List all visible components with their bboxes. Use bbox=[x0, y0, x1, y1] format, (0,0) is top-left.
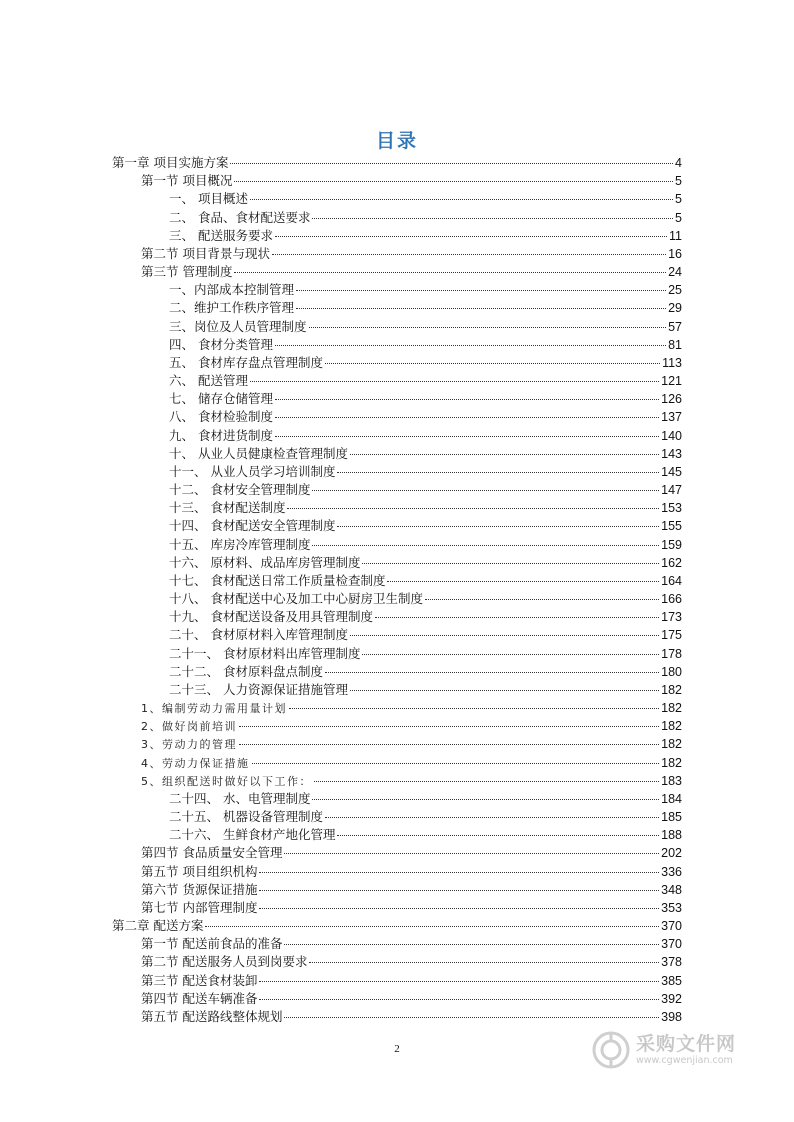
watermark-name: 采购文件网 bbox=[636, 1033, 737, 1055]
toc-dot-leader bbox=[289, 708, 659, 709]
toc-entry[interactable] bbox=[169, 554, 682, 572]
toc-dot-leader bbox=[325, 672, 659, 673]
toc-entry-page: 137 bbox=[661, 410, 682, 425]
toc-dot-leader bbox=[296, 308, 666, 309]
toc-entry[interactable] bbox=[169, 499, 682, 517]
toc-entry[interactable] bbox=[141, 899, 682, 917]
toc-entry[interactable] bbox=[141, 881, 682, 899]
toc-entry-label: 第五节 配送路线整体规划 bbox=[141, 1008, 283, 1024]
toc-dot-leader bbox=[250, 199, 673, 200]
toc-dot-leader bbox=[312, 545, 659, 546]
toc-dot-leader bbox=[275, 399, 659, 400]
toc-dot-leader bbox=[362, 654, 659, 655]
toc-dot-leader bbox=[337, 472, 659, 473]
toc-entry-page: 183 bbox=[661, 773, 682, 788]
toc-entry[interactable] bbox=[141, 953, 682, 971]
toc-entry-page: 4 bbox=[675, 156, 682, 170]
toc-dot-leader bbox=[375, 617, 659, 618]
toc-entry[interactable] bbox=[169, 608, 682, 626]
toc-entry-label: 三、岗位及人员管理制度 bbox=[169, 318, 307, 334]
toc-entry-label: 第三节 配送食材装卸 bbox=[141, 972, 258, 988]
toc-entry[interactable] bbox=[169, 299, 682, 317]
toc-entry-page: 162 bbox=[661, 555, 682, 570]
toc-dot-leader bbox=[275, 436, 659, 437]
toc-entry[interactable] bbox=[169, 390, 682, 408]
toc-entry-page: 184 bbox=[661, 791, 682, 806]
toc-entry[interactable] bbox=[169, 790, 682, 808]
toc-entry-page: 81 bbox=[668, 337, 682, 352]
toc-dot-leader bbox=[205, 926, 659, 927]
toc-entry-label: 第二节 配送服务人员到岗要求 bbox=[141, 954, 308, 970]
toc-entry-page: 143 bbox=[661, 446, 682, 461]
toc-entry-page: 5 bbox=[675, 192, 682, 207]
toc-entry-label: 第七节 内部管理制度 bbox=[141, 899, 258, 915]
toc-dot-leader bbox=[337, 835, 659, 836]
toc-entry-page: 188 bbox=[661, 828, 682, 843]
toc-entry-label: 二十六、 生鲜食材产地化管理 bbox=[169, 827, 336, 843]
toc-entry-page: 370 bbox=[661, 919, 682, 934]
toc-entry-page: 5 bbox=[675, 174, 682, 189]
toc-entry[interactable] bbox=[141, 699, 682, 717]
toc-entry-label: 十、 从业人员健康检查管理制度 bbox=[169, 445, 348, 461]
toc-entry-label: 三、 配送服务要求 bbox=[169, 227, 273, 243]
toc-entry-page: 175 bbox=[661, 628, 682, 643]
toc-entry-page: 348 bbox=[661, 882, 682, 897]
toc-entry-page: 145 bbox=[661, 464, 682, 479]
toc-dot-leader bbox=[275, 345, 666, 346]
toc-entry-label: 十一、 从业人员学习培训制度 bbox=[169, 463, 336, 479]
toc-entry-label: 八、 食材检验制度 bbox=[169, 409, 273, 425]
toc-entry-label: 4、劳动力保证措施 bbox=[141, 756, 250, 770]
toc-dot-leader bbox=[284, 944, 659, 945]
toc-dot-leader bbox=[284, 853, 659, 854]
toc-entry[interactable] bbox=[169, 190, 682, 208]
toc-dot-leader bbox=[234, 181, 673, 182]
toc-title: 目录 bbox=[375, 130, 418, 152]
toc-entry-label: 第一节 配送前食品的准备 bbox=[141, 936, 283, 952]
toc-entry-label: 5、组织配送时做好以下工作： bbox=[141, 774, 312, 788]
toc-dot-leader bbox=[362, 563, 659, 564]
toc-entry-page: 5 bbox=[675, 210, 682, 225]
toc-entry-page: 153 bbox=[661, 501, 682, 516]
toc-dot-leader bbox=[312, 218, 673, 219]
toc-entry[interactable] bbox=[141, 990, 682, 1008]
toc-entry-page: 164 bbox=[661, 573, 682, 588]
toc-entry[interactable] bbox=[169, 590, 682, 608]
toc-entry[interactable] bbox=[141, 245, 682, 263]
toc-entry-label: 十四、 食材配送安全管理制度 bbox=[169, 518, 336, 534]
toc-entry[interactable] bbox=[169, 372, 682, 390]
toc-dot-leader bbox=[234, 272, 666, 273]
toc-entry[interactable] bbox=[169, 463, 682, 481]
toc-dot-leader bbox=[350, 635, 659, 636]
toc-entry[interactable] bbox=[141, 772, 682, 790]
toc-dot-leader bbox=[387, 581, 659, 582]
toc-entry[interactable] bbox=[141, 863, 682, 881]
watermark bbox=[592, 1028, 772, 1072]
toc-entry-page: 182 bbox=[661, 682, 682, 697]
toc-dot-leader bbox=[284, 1017, 659, 1018]
toc-entry-page: 202 bbox=[661, 846, 682, 861]
toc-entry-label: 二十三、 人力资源保证措施管理 bbox=[169, 681, 348, 697]
toc-dot-leader bbox=[259, 872, 659, 873]
toc-entry-page: 182 bbox=[661, 719, 682, 734]
toc-entry-label: 二、 食品、食材配送要求 bbox=[169, 209, 311, 225]
toc-dot-leader bbox=[259, 890, 659, 891]
toc-entry-label: 第四节 食品质量安全管理 bbox=[141, 845, 283, 861]
toc-dot-leader bbox=[230, 163, 673, 164]
toc-dot-leader bbox=[309, 327, 667, 328]
toc-entry-label: 3、劳动力的管理 bbox=[141, 738, 237, 752]
toc-dot-leader bbox=[272, 254, 666, 255]
toc-entry[interactable] bbox=[141, 717, 682, 735]
toc-entry-label: 十八、 食材配送中心及加工中心厨房卫生制度 bbox=[169, 591, 423, 607]
toc-entry-page: 25 bbox=[668, 283, 682, 298]
toc-entry-page: 155 bbox=[661, 519, 682, 534]
toc-entry-label: 十七、 食材配送日常工作质量检查制度 bbox=[169, 572, 386, 588]
toc-entry[interactable] bbox=[169, 408, 682, 426]
toc-entry-label: 二十一、 食材原材料出库管理制度 bbox=[169, 645, 361, 661]
toc-entry-label: 第四节 配送车辆准备 bbox=[141, 990, 258, 1006]
toc-dot-leader bbox=[325, 363, 660, 364]
toc-dot-leader bbox=[350, 690, 659, 691]
toc-entry-page: 385 bbox=[661, 973, 682, 988]
toc-entry-page: 113 bbox=[662, 355, 682, 370]
toc-entry-label: 第一节 项目概况 bbox=[141, 173, 233, 189]
toc-dot-leader bbox=[309, 962, 659, 963]
toc-dot-leader bbox=[239, 744, 659, 745]
toc-entry-label: 第五节 项目组织机构 bbox=[141, 863, 258, 879]
toc-dot-leader bbox=[325, 817, 659, 818]
toc-entry[interactable] bbox=[141, 263, 682, 281]
watermark-logo-icon bbox=[592, 1031, 630, 1069]
toc-entry[interactable] bbox=[169, 209, 682, 227]
toc-entry[interactable] bbox=[169, 481, 682, 499]
toc-entry[interactable] bbox=[169, 354, 682, 372]
toc-entry-label: 二十二、 食材原料盘点制度 bbox=[169, 663, 323, 679]
toc-entry-label: 十二、 食材安全管理制度 bbox=[169, 482, 311, 498]
toc-entry-label: 十九、 食材配送设备及用具管理制度 bbox=[169, 609, 373, 625]
toc-dot-leader bbox=[250, 381, 659, 382]
toc-entry-page: 180 bbox=[661, 664, 682, 679]
toc-entry[interactable] bbox=[169, 572, 682, 590]
toc-dot-leader bbox=[259, 908, 659, 909]
toc-entry-page: 57 bbox=[668, 319, 682, 334]
toc-entry-page: 140 bbox=[661, 428, 682, 443]
toc-entry-label: 十五、 库房冷库管理制度 bbox=[169, 536, 311, 552]
toc-entry-page: 182 bbox=[661, 755, 682, 770]
toc-entry-label: 四、 食材分类管理 bbox=[169, 336, 273, 352]
toc-entry-page: 353 bbox=[661, 900, 682, 915]
toc-entry-page: 121 bbox=[661, 374, 682, 389]
toc-entry-page: 398 bbox=[661, 1009, 682, 1024]
toc-entry[interactable] bbox=[141, 972, 682, 990]
toc-entry-page: 185 bbox=[661, 810, 682, 825]
toc-dot-leader bbox=[259, 999, 659, 1000]
toc-entry-label: 七、 储存仓储管理 bbox=[169, 391, 273, 407]
toc-entry-page: 29 bbox=[668, 301, 682, 316]
toc-entry[interactable] bbox=[169, 536, 682, 554]
toc-dot-leader bbox=[350, 454, 659, 455]
toc-entry-page: 166 bbox=[661, 592, 682, 607]
toc-dot-leader bbox=[287, 508, 659, 509]
toc-entry[interactable] bbox=[141, 935, 682, 953]
toc-entry-page: 182 bbox=[661, 701, 682, 716]
toc-entry[interactable] bbox=[169, 318, 682, 336]
toc-entry-label: 五、 食材库存盘点管理制度 bbox=[169, 354, 323, 370]
toc-entry-label: 六、 配送管理 bbox=[169, 373, 248, 389]
toc-entry[interactable] bbox=[112, 917, 682, 935]
toc-entry[interactable] bbox=[169, 808, 682, 826]
toc-entry[interactable] bbox=[169, 427, 682, 445]
toc-entry-label: 二、维护工作秩序管理 bbox=[169, 300, 295, 316]
toc-entry[interactable] bbox=[141, 172, 682, 190]
toc-entry-label: 第三节 管理制度 bbox=[141, 264, 233, 280]
toc-entry[interactable] bbox=[169, 645, 682, 663]
toc-entry[interactable] bbox=[141, 1008, 682, 1026]
toc-dot-leader bbox=[275, 236, 667, 237]
toc-entry[interactable] bbox=[112, 154, 682, 172]
toc-entry[interactable] bbox=[169, 663, 682, 681]
toc-entry-page: 11 bbox=[669, 228, 682, 243]
toc-entry[interactable] bbox=[169, 227, 682, 245]
toc-dot-leader bbox=[425, 599, 659, 600]
toc-entry-label: 2、做好岗前培训 bbox=[141, 720, 237, 734]
toc-entry[interactable] bbox=[169, 681, 682, 699]
toc-entry-label: 二十四、 水、电管理制度 bbox=[169, 790, 311, 806]
toc-entry-page: 16 bbox=[668, 246, 682, 261]
toc-entry[interactable] bbox=[141, 735, 682, 753]
toc-dot-leader bbox=[314, 781, 659, 782]
toc-entry-label: 一、 项目概述 bbox=[169, 191, 248, 207]
toc-dot-leader bbox=[312, 799, 659, 800]
toc-entry-label: 一、内部成本控制管理 bbox=[169, 282, 295, 298]
toc-entry-label: 二十五、 机器设备管理制度 bbox=[169, 809, 323, 825]
toc-entry-page: 147 bbox=[661, 483, 682, 498]
watermark-url: www.cgwenjian.com bbox=[636, 1055, 733, 1066]
toc-entry-page: 336 bbox=[661, 864, 682, 879]
toc-entry-label: 第一章 项目实施方案 bbox=[112, 155, 229, 170]
toc-entry[interactable] bbox=[169, 281, 682, 299]
toc-entry[interactable] bbox=[169, 626, 682, 644]
toc-dot-leader bbox=[312, 490, 659, 491]
toc-entry-page: 182 bbox=[661, 737, 682, 752]
toc-dot-leader bbox=[252, 763, 660, 764]
toc-entry-label: 第二节 项目背景与现状 bbox=[141, 245, 270, 261]
toc-entry[interactable] bbox=[169, 336, 682, 354]
toc-entry-label: 九、 食材进货制度 bbox=[169, 427, 273, 443]
toc-entry[interactable] bbox=[169, 445, 682, 463]
toc-entry-label: 第六节 货源保证措施 bbox=[141, 881, 258, 897]
toc-entry[interactable] bbox=[141, 844, 682, 862]
toc-entry-page: 392 bbox=[661, 991, 682, 1006]
toc-entry-page: 126 bbox=[661, 392, 682, 407]
toc-entry-label: 十三、 食材配送制度 bbox=[169, 500, 286, 516]
toc-dot-leader bbox=[296, 290, 666, 291]
toc-entry-label: 第二章 配送方案 bbox=[112, 918, 204, 934]
toc-entry-label: 1、编制劳动力需用量计划 bbox=[141, 702, 287, 716]
toc-entry-page: 24 bbox=[668, 265, 682, 280]
page-number: 2 bbox=[394, 1043, 400, 1055]
toc-entry[interactable] bbox=[169, 517, 682, 535]
toc-entry-page: 173 bbox=[661, 610, 682, 625]
toc-entry[interactable] bbox=[169, 826, 682, 844]
toc-entry-page: 178 bbox=[661, 646, 682, 661]
toc-entry-page: 159 bbox=[661, 537, 682, 552]
toc-dot-leader bbox=[239, 726, 659, 727]
toc-dot-leader bbox=[275, 417, 659, 418]
toc-entry-page: 370 bbox=[661, 937, 682, 952]
toc-entry-label: 二十、 食材原材料入库管理制度 bbox=[169, 627, 348, 643]
toc-entry-label: 十六、 原材料、成品库房管理制度 bbox=[169, 554, 361, 570]
toc-dot-leader bbox=[259, 981, 659, 982]
toc-dot-leader bbox=[337, 526, 659, 527]
toc-entry[interactable] bbox=[141, 754, 682, 772]
toc-entry-page: 378 bbox=[661, 955, 682, 970]
